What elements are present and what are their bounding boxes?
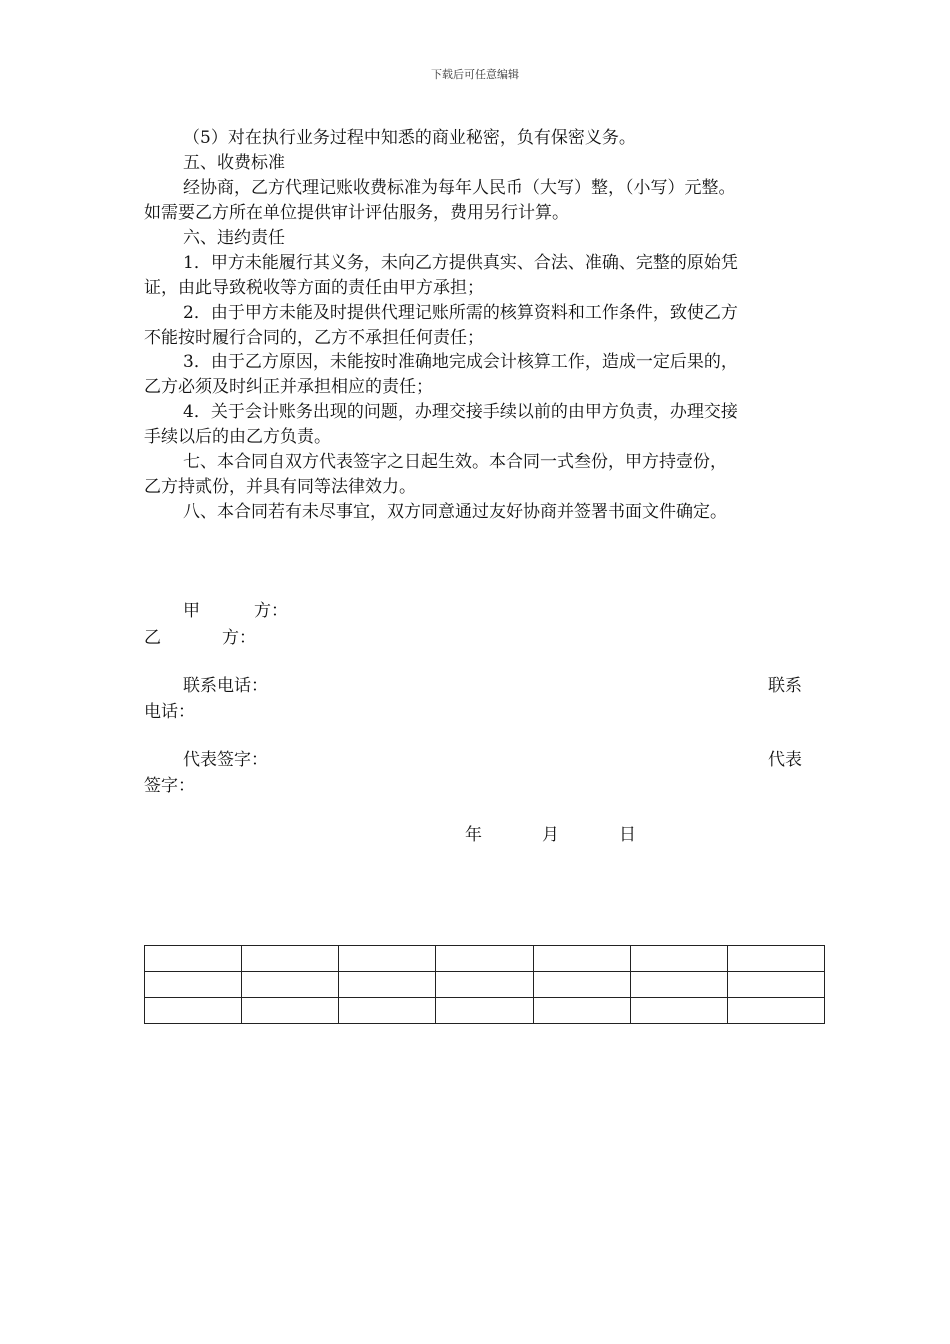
table-cell (436, 998, 533, 1024)
liability-4-line-2: 手续以后的由乙方负责。 (144, 427, 331, 447)
table-cell (145, 946, 242, 972)
party-a-label-2: 方： (254, 601, 288, 621)
table-cell (339, 946, 436, 972)
table-row (145, 972, 825, 998)
liability-3-line-2: 乙方必须及时纠正并承担相应的责任； (144, 377, 433, 397)
table-cell (145, 998, 242, 1024)
rep-b-label-2: 签字： (144, 776, 195, 796)
table-cell (533, 946, 630, 972)
table-cell (533, 998, 630, 1024)
table-cell (727, 972, 824, 998)
party-b-label-2: 方： (222, 628, 256, 648)
table-cell (145, 972, 242, 998)
table-cell (436, 972, 533, 998)
table-cell (630, 946, 727, 972)
table-cell (339, 972, 436, 998)
effect-line-1: 七、本合同自双方代表签字之日起生效。本合同一式叁份，甲方持壹份， (183, 452, 727, 472)
table-cell (727, 998, 824, 1024)
rep-b-label-1: 代表 (768, 750, 802, 770)
effect-line-2: 乙方持贰份，并具有同等法律效力。 (144, 477, 416, 497)
liability-1-line-2: 证，由此导致税收等方面的责任由甲方承担； (144, 278, 484, 298)
table-cell (242, 998, 339, 1024)
page-header: 下载后可任意编辑 (431, 68, 519, 81)
clause-5-line: （5）对在执行业务过程中知悉的商业秘密，负有保密义务。 (183, 128, 636, 148)
table-row (145, 946, 825, 972)
party-a-label-1: 甲 (183, 601, 200, 621)
liability-1-line-1: 1．甲方未能履行其义务，未向乙方提供真实、合法、准确、完整的原始凭 (183, 253, 738, 273)
table-cell (630, 998, 727, 1024)
table-row (145, 998, 825, 1024)
date-day-label: 日 (619, 825, 636, 845)
liability-2-line-2: 不能按时履行合同的，乙方不承担任何责任； (144, 328, 484, 348)
rep-a-label: 代表签字： (183, 750, 268, 770)
party-b-label-1: 乙 (144, 628, 161, 648)
phone-a-label: 联系电话： (183, 676, 268, 696)
blank-table (144, 945, 825, 1024)
table-cell (727, 946, 824, 972)
table-cell (339, 998, 436, 1024)
table-cell (242, 972, 339, 998)
table-cell (242, 946, 339, 972)
fees-line-1: 经协商，乙方代理记账收费标准为每年人民币（大写）整，（小写）元整。 (183, 178, 736, 198)
phone-b-label-2: 电话： (144, 702, 195, 722)
date-year-label: 年 (465, 825, 482, 845)
section-liability-heading: 六、违约责任 (183, 228, 285, 248)
table-cell (630, 972, 727, 998)
liability-4-line-1: 4．关于会计账务出现的问题，办理交接手续以前的由甲方负责，办理交接 (183, 402, 738, 422)
misc-line: 八、本合同若有未尽事宜，双方同意通过友好协商并签署书面文件确定。 (183, 502, 727, 522)
phone-b-label-1: 联系 (768, 676, 802, 696)
table-cell (533, 972, 630, 998)
fees-line-2: 如需要乙方所在单位提供审计评估服务，费用另行计算。 (144, 203, 569, 223)
date-month-label: 月 (542, 825, 559, 845)
table-cell (436, 946, 533, 972)
liability-2-line-1: 2．由于甲方未能及时提供代理记账所需的核算资料和工作条件，致使乙方 (183, 303, 738, 323)
section-fees-heading: 五、收费标准 (183, 153, 285, 173)
liability-3-line-1: 3．由于乙方原因，未能按时准确地完成会计核算工作，造成一定后果的， (183, 352, 738, 372)
